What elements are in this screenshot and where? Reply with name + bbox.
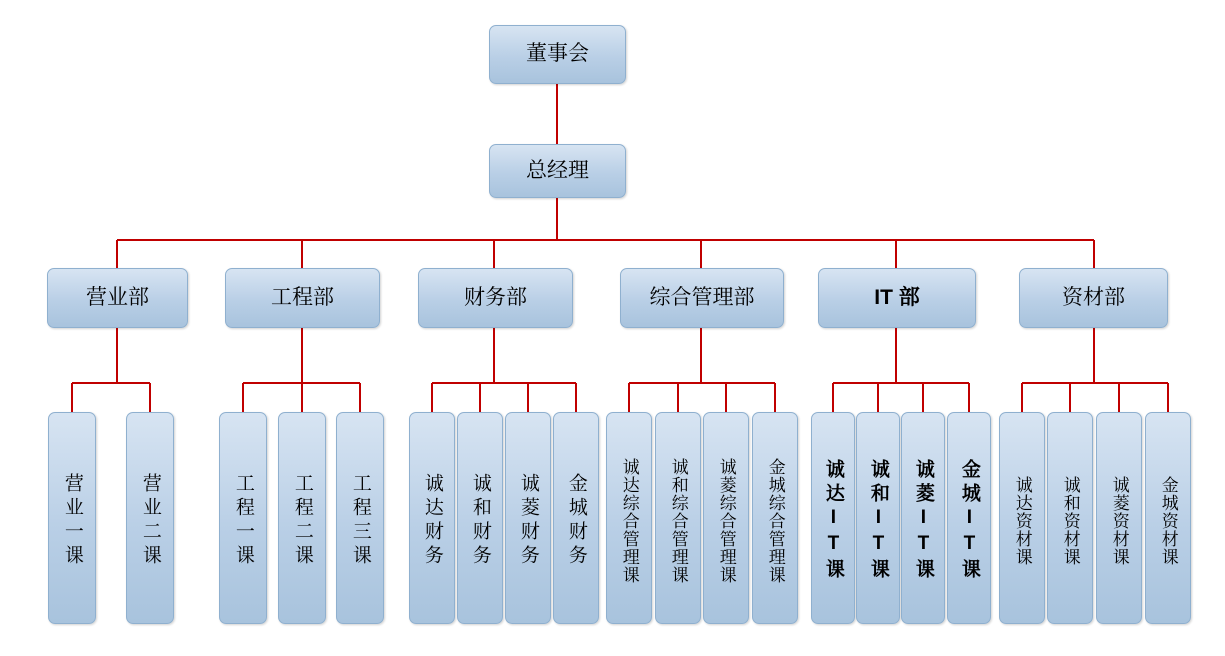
node-materials-section-3-label: 诚菱资材课 [1109, 476, 1129, 566]
node-dept-materials-label: 资材部 [1062, 285, 1125, 309]
node-it-section-3[interactable] [901, 412, 945, 624]
node-dept-sales[interactable] [47, 268, 188, 328]
node-sales-section-1[interactable] [48, 412, 96, 624]
node-dept-finance[interactable] [418, 268, 573, 328]
node-it-section-4[interactable] [947, 412, 991, 624]
node-admin-section-2[interactable] [655, 412, 701, 624]
node-dept-admin-label: 综合管理部 [649, 285, 755, 309]
node-finance-section-3-label: 诚菱财务 [517, 473, 539, 569]
node-admin-section-1-label: 诚达综合管理课 [619, 458, 639, 584]
node-admin-section-4-label: 金城综合管理课 [765, 458, 785, 584]
node-materials-section-2[interactable] [1047, 412, 1093, 624]
node-finance-section-4-label: 金城财务 [565, 473, 587, 569]
node-materials-section-4-label: 金城资材课 [1158, 476, 1178, 566]
node-dept-finance-label: 财务部 [464, 285, 527, 309]
node-board[interactable] [489, 25, 626, 84]
node-materials-section-3[interactable] [1096, 412, 1142, 624]
node-it-section-1-label: 诚达IT课 [822, 459, 844, 583]
node-sales-section-1-label: 营业一课 [61, 473, 83, 569]
node-dept-it[interactable] [818, 268, 976, 328]
node-finance-section-1[interactable] [409, 412, 455, 624]
node-engineering-section-1-label: 工程一课 [232, 473, 254, 569]
node-dept-engineering[interactable] [225, 268, 380, 328]
node-admin-section-1[interactable] [606, 412, 652, 624]
node-dept-materials[interactable] [1019, 268, 1168, 328]
node-it-section-2-label: 诚和IT课 [867, 459, 889, 583]
node-dept-admin[interactable] [620, 268, 784, 328]
node-sales-section-2-label: 营业二课 [139, 473, 161, 569]
node-it-section-2[interactable] [856, 412, 900, 624]
node-board-label: 董事会 [526, 42, 589, 66]
node-dept-engineering-label: 工程部 [271, 285, 334, 309]
node-engineering-section-3[interactable] [336, 412, 384, 624]
node-engineering-section-3-label: 工程三课 [349, 473, 371, 569]
node-materials-section-1[interactable] [999, 412, 1045, 624]
node-materials-section-1-label: 诚达资材课 [1012, 476, 1032, 566]
node-finance-section-1-label: 诚达财务 [421, 473, 443, 569]
node-finance-section-2[interactable] [457, 412, 503, 624]
node-finance-section-3[interactable] [505, 412, 551, 624]
node-sales-section-2[interactable] [126, 412, 174, 624]
node-dept-it-label: IT 部 [874, 285, 920, 309]
node-general-manager[interactable] [489, 144, 626, 198]
node-admin-section-4[interactable] [752, 412, 798, 624]
node-it-section-1[interactable] [811, 412, 855, 624]
node-materials-section-4[interactable] [1145, 412, 1191, 624]
node-admin-section-3[interactable] [703, 412, 749, 624]
node-finance-section-2-label: 诚和财务 [469, 473, 491, 569]
node-general-manager-label: 总经理 [526, 158, 589, 182]
node-it-section-3-label: 诚菱IT课 [912, 459, 934, 583]
node-materials-section-2-label: 诚和资材课 [1060, 476, 1080, 566]
node-admin-section-2-label: 诚和综合管理课 [668, 458, 688, 584]
node-engineering-section-1[interactable] [219, 412, 267, 624]
node-dept-sales-label: 营业部 [86, 285, 149, 309]
node-engineering-section-2[interactable] [278, 412, 326, 624]
node-admin-section-3-label: 诚菱综合管理课 [716, 458, 736, 584]
node-engineering-section-2-label: 工程二课 [291, 473, 313, 569]
node-finance-section-4[interactable] [553, 412, 599, 624]
node-it-section-4-label: 金城IT课 [958, 459, 980, 583]
